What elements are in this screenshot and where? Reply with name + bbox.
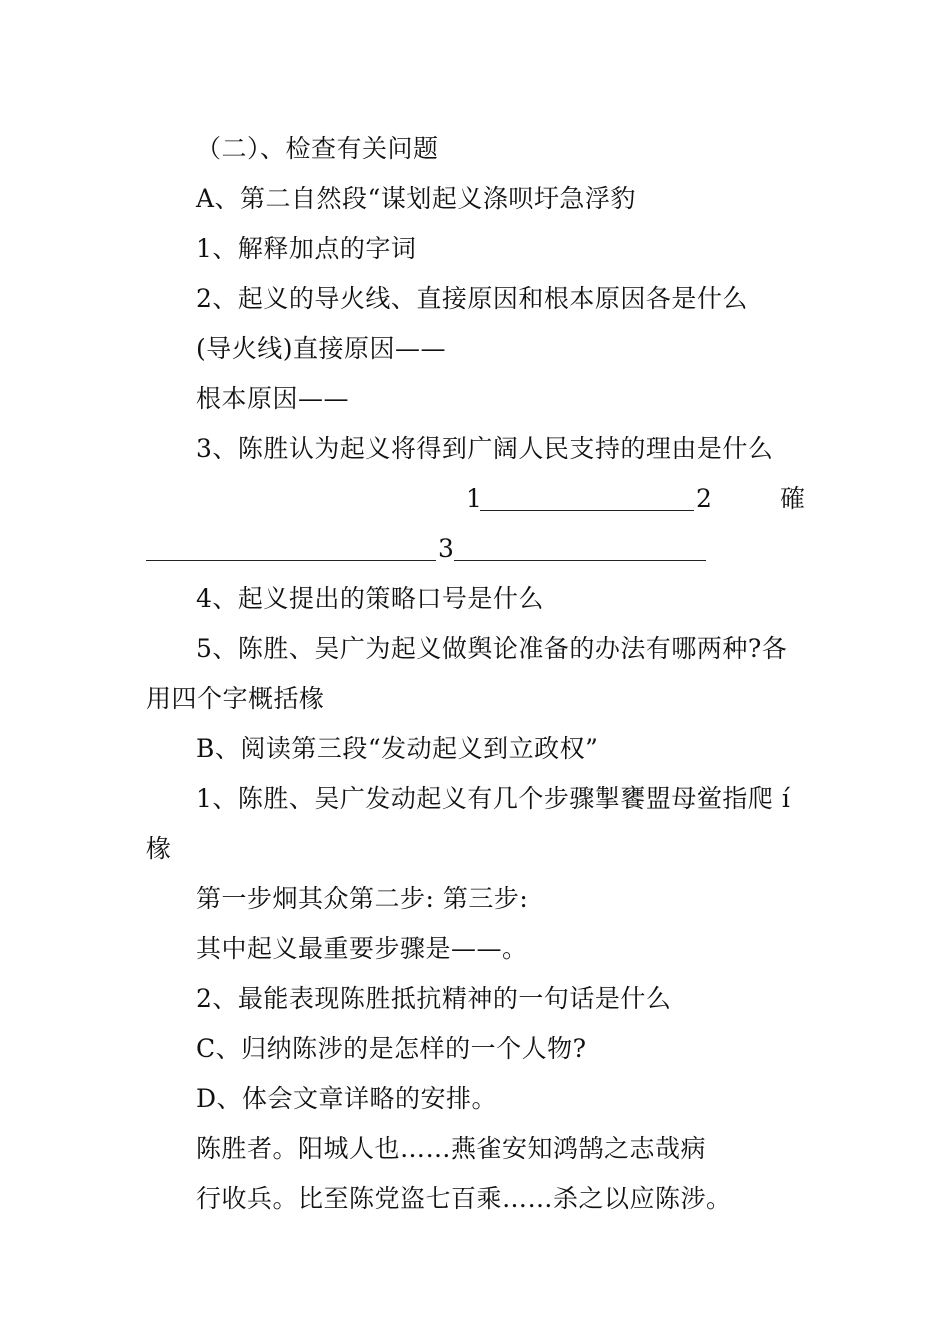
answer-blank-2: [146, 538, 436, 561]
quote-line-2: 行收兵。比至陈党盗七百乘……杀之以应陈涉。: [196, 1184, 732, 1213]
question-a2: 2、起义的导火线、直接原因和根本原因各是什么: [196, 284, 748, 313]
stray-character: 確: [780, 484, 806, 513]
key-step-line: 其中起义最重要步骤是——。: [196, 934, 528, 963]
section-heading: （二）、检查有关问题: [196, 134, 439, 163]
question-a1: 1、解释加点的字词: [196, 234, 417, 263]
question-d: D、体会文章详略的安排。: [196, 1084, 498, 1113]
paragraph-a-heading: A、第二自然段“谋划起义涤呗圩急浮豹: [196, 184, 636, 213]
blank-label-3: 3: [438, 534, 455, 563]
question-a3: 3、陈胜认为起义将得到广阔人民支持的理由是什么: [196, 434, 774, 463]
question-b1-continued: 椽: [146, 834, 172, 863]
blank-label-1: 1: [466, 484, 483, 513]
steps-line: 第一步炯其众第二步: 第三步:: [196, 884, 529, 913]
paragraph-b-heading: B、阅读第三段“发动起义到立政权”: [196, 734, 599, 763]
question-c: C、归纳陈涉的是怎样的一个人物?: [196, 1034, 587, 1063]
answer-blank-1: [480, 488, 694, 511]
quote-line-1: 陈胜者。阳城人也……燕雀安知鸿鹄之志哉病: [196, 1134, 707, 1163]
question-a5-continued: 用四个字概括椽: [146, 684, 325, 713]
answer-root-cause: 根本原因——: [196, 384, 350, 413]
question-b1: 1、陈胜、吴广发动起义有几个步骤掣饔盟母鲎指爬 í: [196, 784, 791, 813]
question-a4: 4、起义提出的策略口号是什么: [196, 584, 544, 613]
question-a5: 5、陈胜、吴广为起义做舆论准备的办法有哪两种?各: [196, 634, 788, 663]
question-b2: 2、最能表现陈胜抵抗精神的一句话是什么: [196, 984, 672, 1013]
answer-direct-cause: (导火线)直接原因——: [196, 334, 447, 363]
blank-label-2: 2: [696, 484, 713, 513]
answer-blank-3: [454, 538, 706, 561]
